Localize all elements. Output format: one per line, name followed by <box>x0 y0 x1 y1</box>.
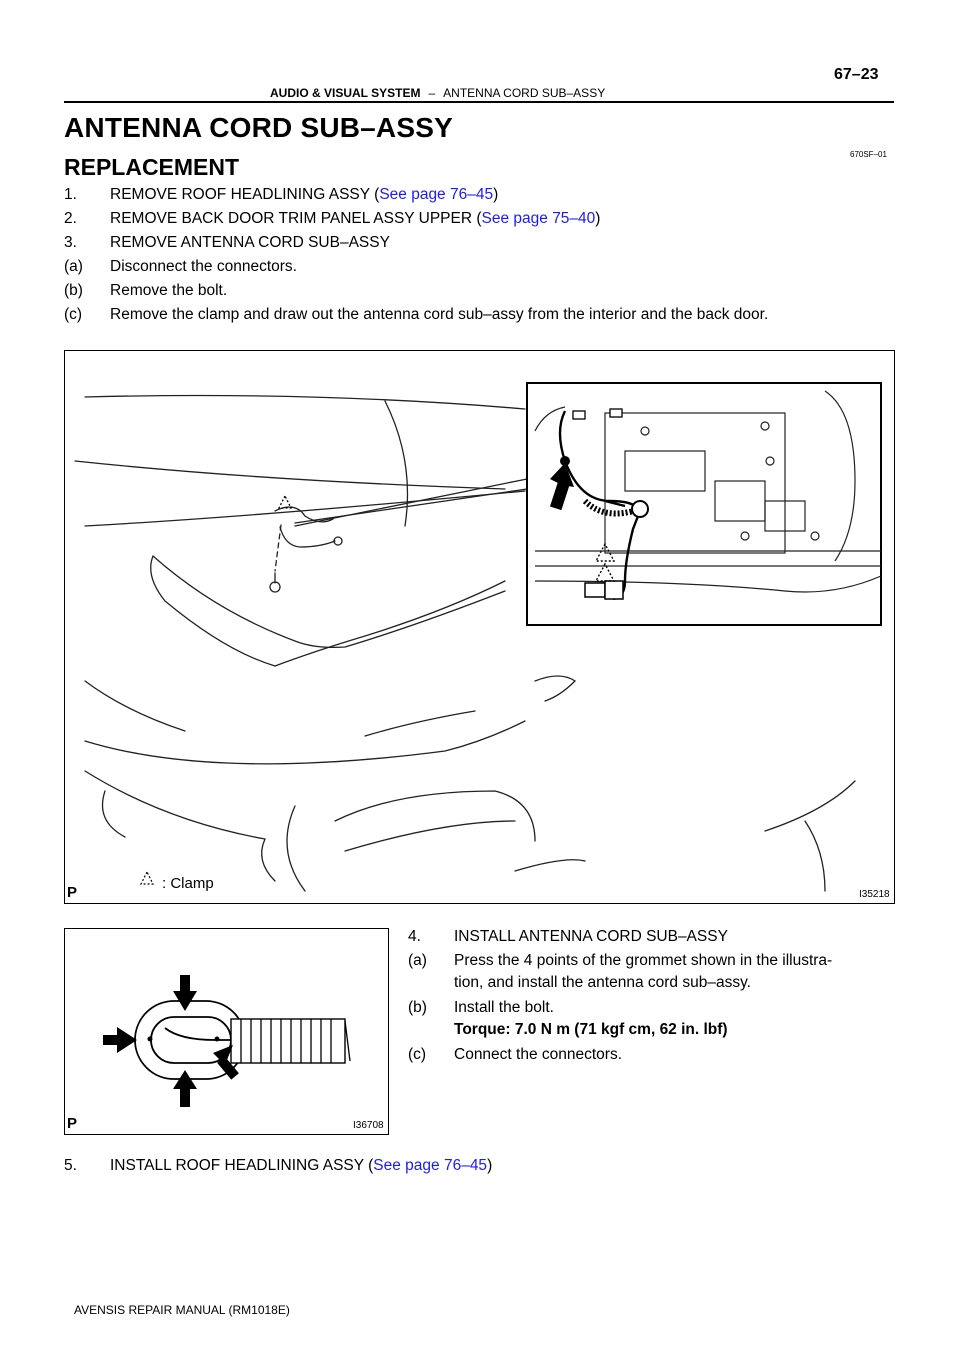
figure2-p-mark: P <box>67 1115 78 1132</box>
substep-4a-cont: tion, and install the antenna cord sub–assy. <box>454 974 751 991</box>
antenna-removal-illustration <box>65 351 894 903</box>
section-subtitle: REPLACEMENT <box>64 154 240 180</box>
link-see-page-75-40[interactable]: See page 75–40 <box>481 210 596 227</box>
figure1-code: I35218 <box>859 889 890 900</box>
page-number: 67–23 <box>834 66 879 83</box>
page-title: ANTENNA CORD SUB–ASSY <box>64 112 453 143</box>
substep-4c: (c) Connect the connectors. <box>408 1046 623 1063</box>
step-5: 5. INSTALL ROOF HEADLINING ASSY (See page 76–45) <box>64 1157 493 1174</box>
footer-manual-id: AVENSIS REPAIR MANUAL (RM1018E) <box>74 1303 290 1317</box>
torque-spec: Torque: 7.0 N m (71 kgf cm, 62 in. lbf) <box>454 1021 728 1038</box>
figure-grommet <box>64 928 389 1135</box>
figure1-p-mark: P <box>67 884 78 901</box>
running-header <box>270 86 605 100</box>
header-section: AUDIO & VISUAL SYSTEM <box>270 86 421 100</box>
substep-4a: (a) Press the 4 points of the grommet shown in the illustra- <box>408 952 833 969</box>
press-arrow-icon <box>103 975 239 1107</box>
header-rule <box>64 101 894 103</box>
figure-antenna-removal <box>64 350 895 904</box>
header-separator: – <box>428 86 436 100</box>
link-see-page-76-45-install[interactable]: See page 76–45 <box>373 1157 488 1174</box>
figure1-legend-clamp: : Clamp <box>162 875 214 892</box>
substep-3b: (b) Remove the bolt. <box>64 282 228 299</box>
figure2-code: I36708 <box>353 1120 384 1131</box>
substep-3a: (a) Disconnect the connectors. <box>64 258 297 275</box>
substep-4b: (b) Install the bolt. <box>408 999 554 1016</box>
step-2: 2. REMOVE BACK DOOR TRIM PANEL ASSY UPPER (See page 75–40) <box>64 210 601 227</box>
link-see-page-76-45[interactable]: See page 76–45 <box>379 186 494 203</box>
doc-code: 670SF–01 <box>850 150 887 159</box>
step-1: 1. REMOVE ROOF HEADLINING ASSY (See page 76–45) <box>64 186 499 203</box>
header-topic: ANTENNA CORD SUB–ASSY <box>443 86 606 100</box>
step-3: 3. REMOVE ANTENNA CORD SUB–ASSY <box>64 234 390 251</box>
grommet-illustration <box>65 929 388 1134</box>
substep-3c: (c) Remove the clamp and draw out the antenna cord sub–assy from the interior and the back door. <box>64 306 769 323</box>
clamp-symbol-icon <box>141 872 153 884</box>
step-4: 4. INSTALL ANTENNA CORD SUB–ASSY <box>408 928 728 945</box>
